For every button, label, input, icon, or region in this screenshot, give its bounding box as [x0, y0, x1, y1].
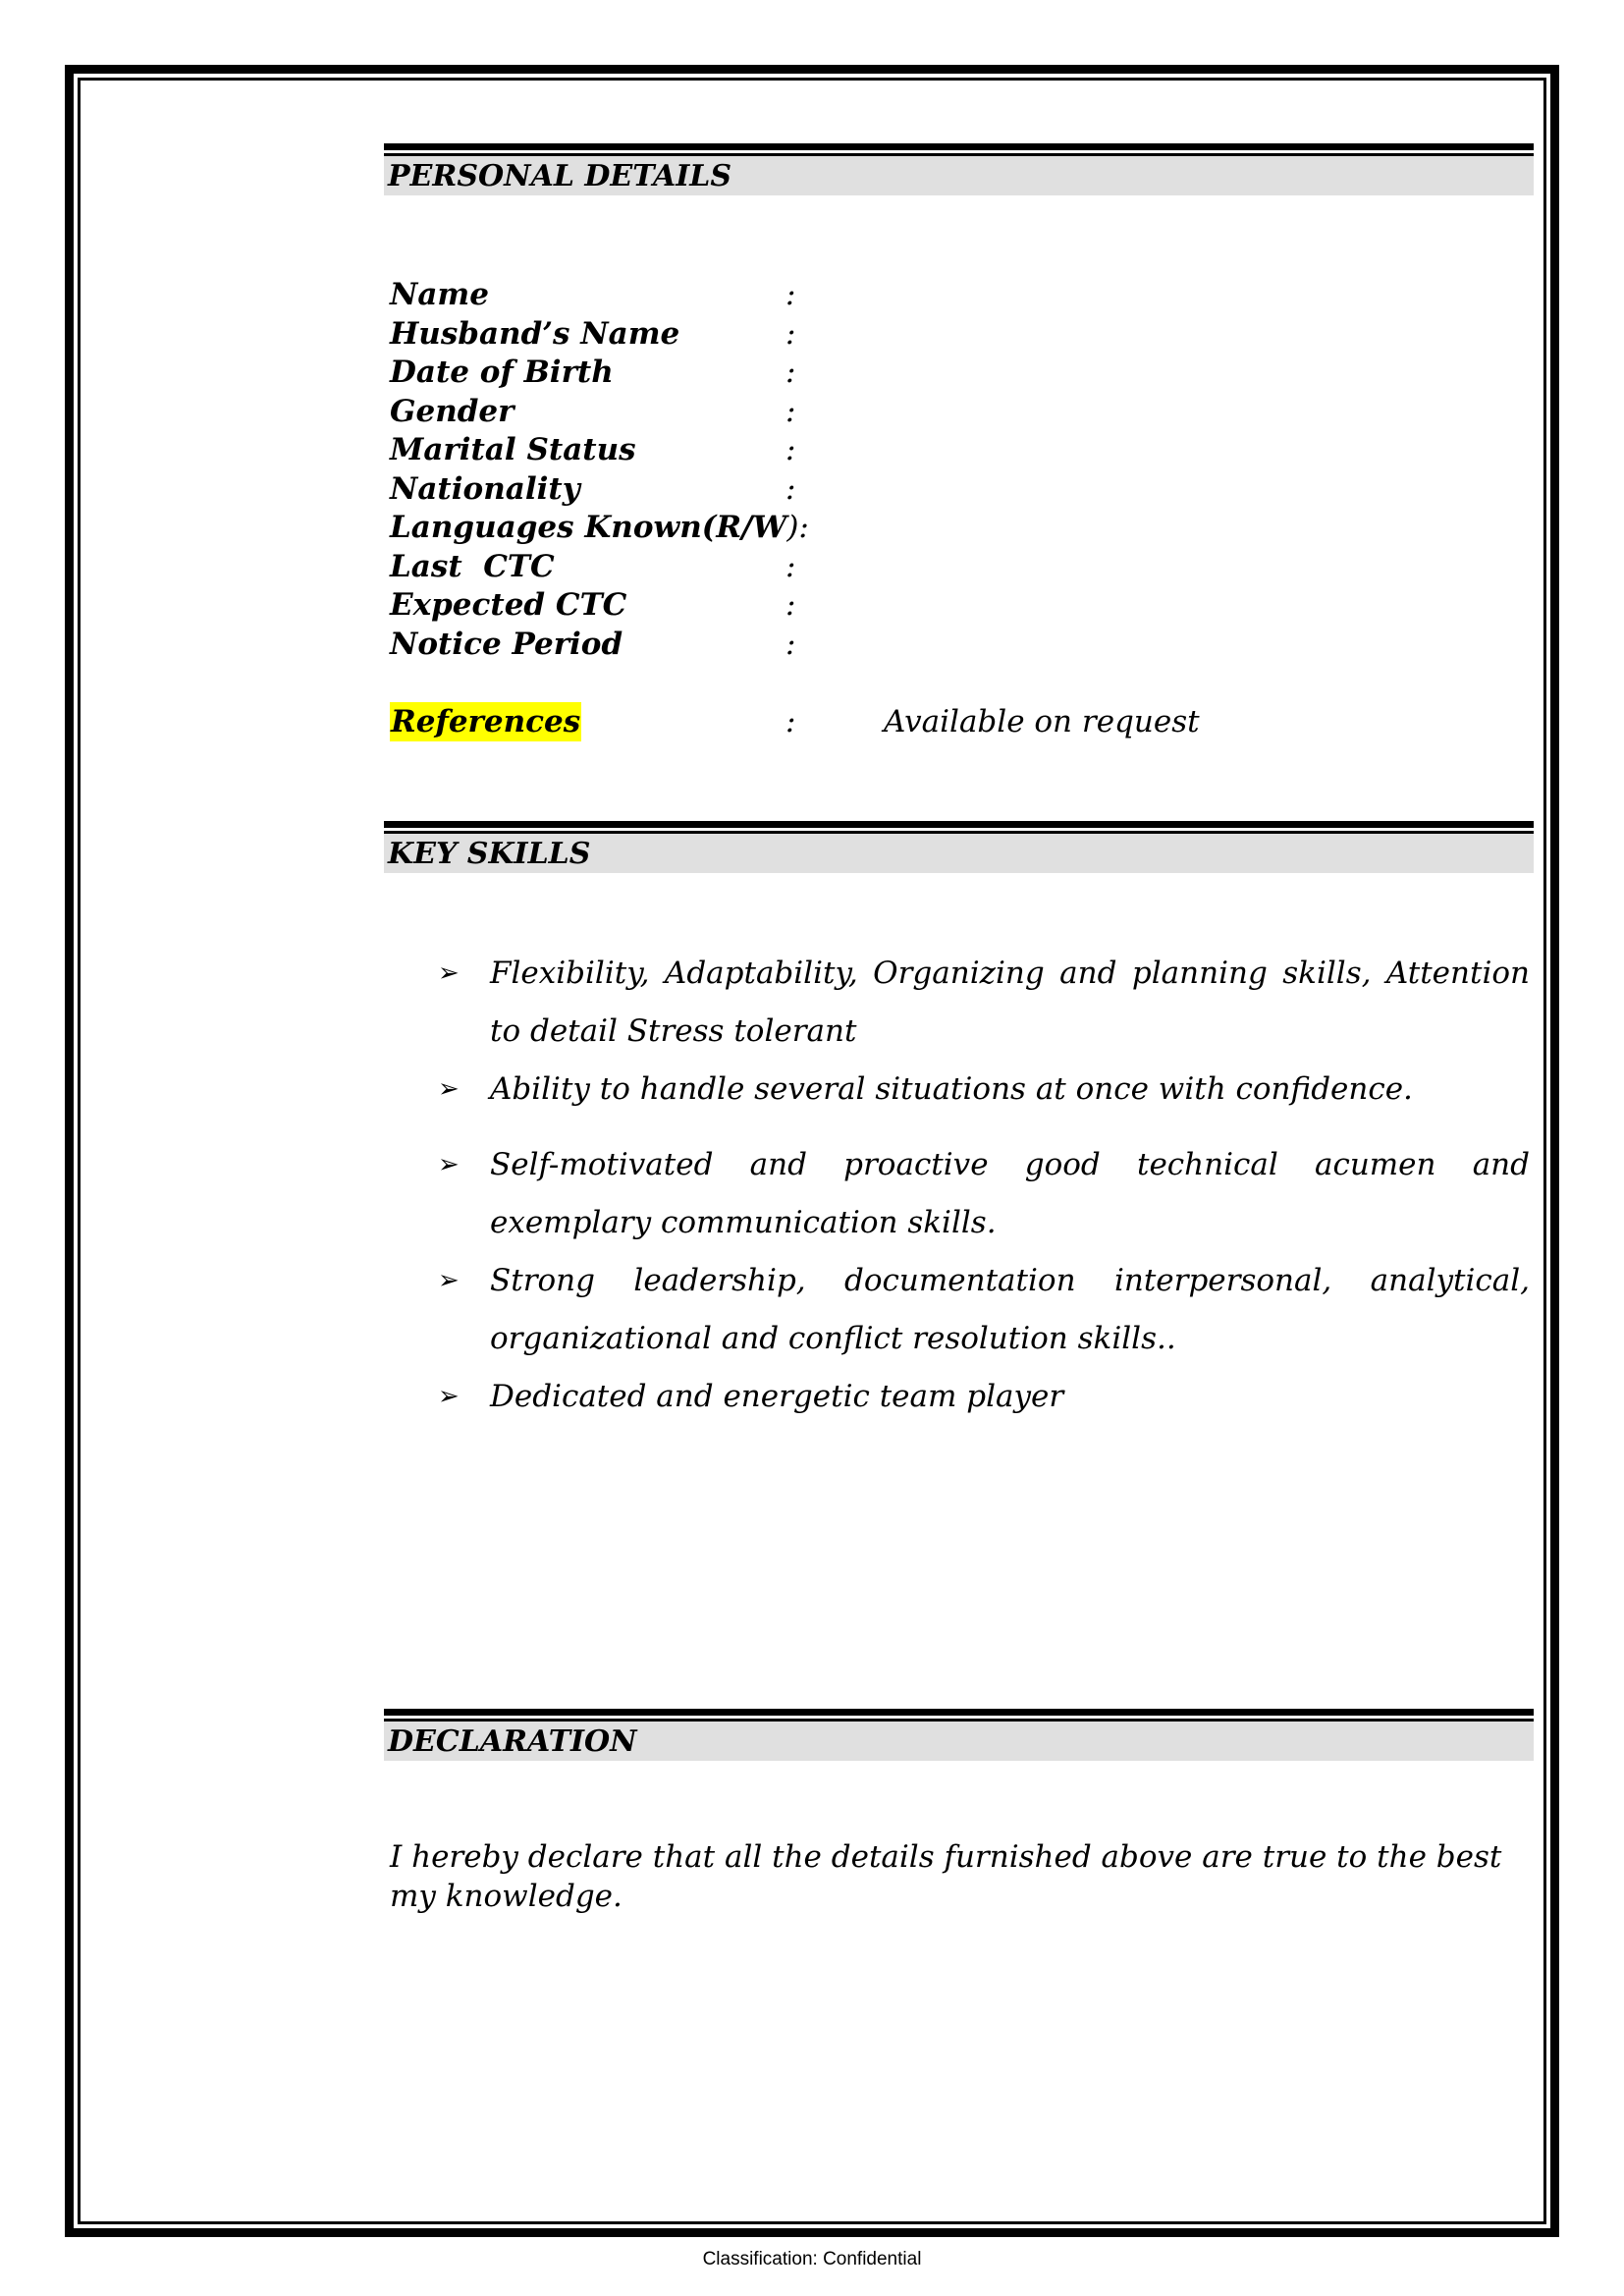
detail-row-languages-known — [390, 509, 1529, 548]
arrow-bullet-icon: ➢ — [438, 958, 460, 988]
list-item — [438, 1061, 1530, 1119]
detail-label: Nationality — [390, 470, 580, 507]
references-label: References — [391, 704, 581, 739]
detail-separator: : — [785, 432, 796, 467]
personal-details-list — [390, 276, 1529, 664]
header-rule-thick — [384, 143, 1534, 150]
detail-row-marital-status — [390, 431, 1529, 470]
list-item — [438, 1136, 1530, 1252]
declaration-header — [384, 1709, 1534, 1761]
personal-details-header — [384, 143, 1534, 195]
arrow-bullet-icon: ➢ — [438, 1074, 460, 1104]
detail-row-last-ctc — [390, 548, 1529, 587]
detail-row-husband-name — [390, 315, 1529, 355]
section-title: KEY SKILLS — [384, 834, 1534, 873]
detail-separator: : — [785, 626, 796, 662]
skill-text: Dedicated and energetic team player — [490, 1379, 1064, 1414]
detail-row-expected-ctc — [390, 586, 1529, 626]
detail-label: Notice Period — [390, 626, 623, 662]
key-skills-header — [384, 821, 1534, 873]
detail-label: Husband’s Name — [390, 315, 680, 352]
key-skills-list — [438, 945, 1530, 1426]
arrow-bullet-icon: ➢ — [438, 1382, 460, 1411]
references-separator: : — [785, 704, 796, 739]
detail-separator: : — [785, 355, 796, 390]
list-item — [438, 1368, 1530, 1426]
detail-label: Name — [390, 277, 489, 312]
detail-label: Gender — [390, 393, 514, 429]
detail-row-name — [390, 276, 1529, 315]
detail-label: Date of Birth — [390, 355, 614, 390]
detail-separator: : — [785, 548, 796, 584]
classification-footer: Classification: Confidential — [702, 2249, 922, 2269]
skill-text: Flexibility, Adaptability, Organizing and planning skills, Attention to detail Stress tolerant — [490, 956, 1530, 1049]
list-item — [438, 1252, 1530, 1368]
header-rule-thick — [384, 1709, 1534, 1716]
detail-label: Languages Known(R/W): — [390, 510, 809, 545]
arrow-bullet-icon: ➢ — [438, 1150, 460, 1179]
references-value: Available on request — [884, 704, 1200, 739]
detail-separator: : — [785, 315, 796, 352]
detail-separator: : — [785, 587, 796, 623]
detail-separator: : — [785, 470, 796, 507]
detail-separator: ): — [786, 510, 809, 545]
detail-separator: : — [785, 277, 796, 312]
detail-label: Marital Status — [390, 432, 636, 467]
declaration-text: I hereby declare that all the details furnished above are true to the best my knowledge. — [390, 1839, 1502, 1914]
arrow-bullet-icon: ➢ — [438, 1266, 460, 1295]
detail-row-gender — [390, 393, 1529, 432]
header-rule-thick — [384, 821, 1534, 828]
references-row — [390, 702, 1529, 743]
detail-row-nationality — [390, 470, 1529, 510]
skill-text: Self-motivated and proactive good technical acumen and exemplary communication skills. — [490, 1147, 1530, 1240]
detail-label: Expected CTC — [390, 587, 627, 623]
detail-separator: : — [785, 393, 796, 429]
detail-row-notice-period — [390, 626, 1529, 665]
section-title: DECLARATION — [384, 1722, 1534, 1761]
skill-text: Strong leadership, documentation interpersonal, analytical, organizational and conflict resolution skills.. — [490, 1263, 1530, 1356]
list-item — [438, 945, 1530, 1061]
section-title: PERSONAL DETAILS — [384, 156, 1534, 195]
detail-row-date-of-birth — [390, 354, 1529, 393]
skill-text: Ability to handle several situations at once with confidence. — [490, 1071, 1413, 1107]
detail-label: Last CTC — [390, 548, 555, 584]
